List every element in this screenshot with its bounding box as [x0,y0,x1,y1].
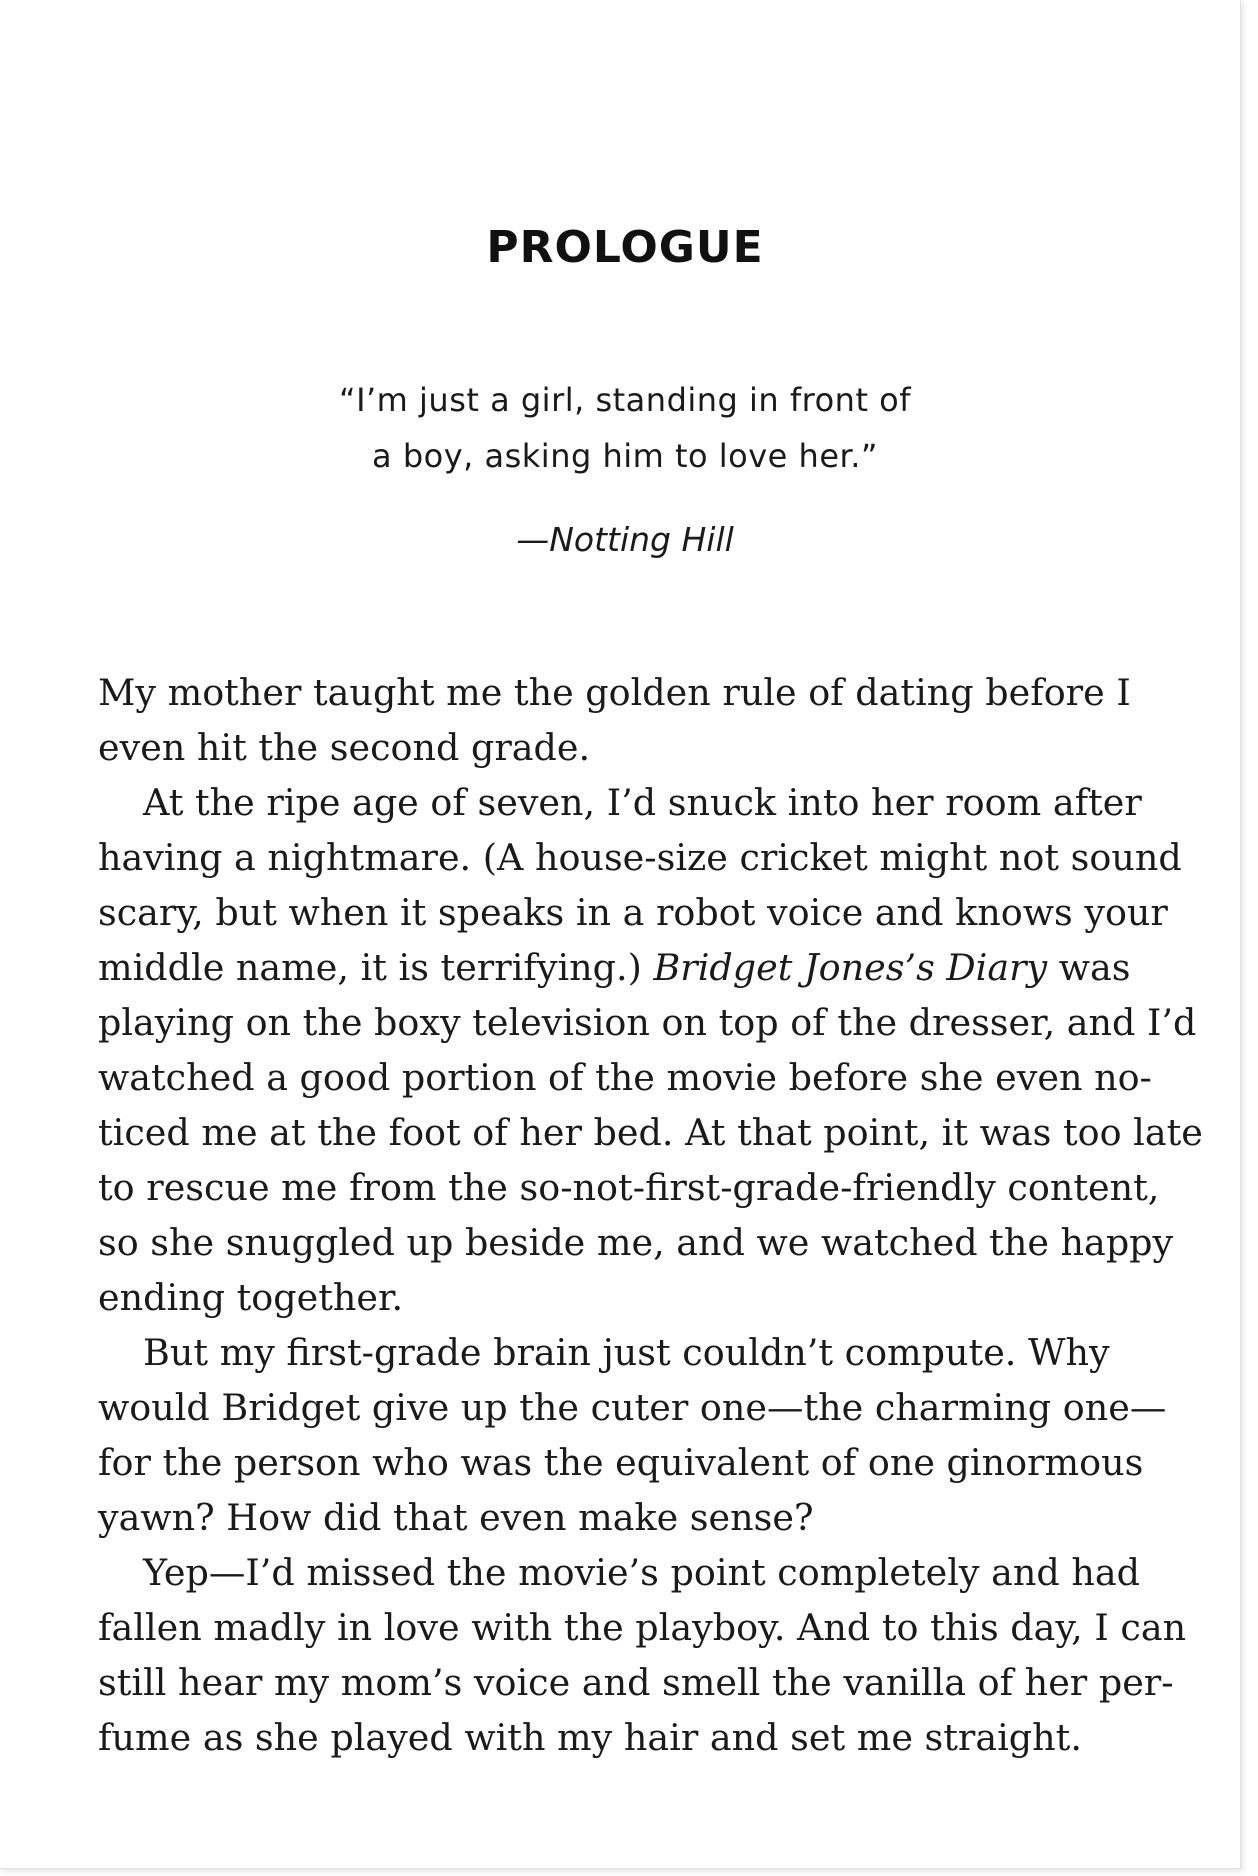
text-line: still hear my mom’s voice and smell the vanilla of her per- [98,1661,1174,1704]
text-line: ending together. [98,1276,404,1319]
text-line: playing on the boxy television on top of the dresser, and I’d [98,1001,1197,1044]
book-title-italic: Bridget Jones’s Diary [653,946,1048,989]
chapter-title: PROLOGUE [486,222,764,273]
text-line: for the person who was the equivalent of one ginormous [98,1441,1144,1484]
text-segment: middle name, it is terrifying.) [98,946,654,989]
text-line: having a nightmare. (A house-size cricket might not sound [98,836,1182,879]
text-line: to rescue me from the so-not-first-grade-friendly content, [98,1166,1160,1209]
text-line: even hit the second grade. [98,726,591,769]
text-line: At the ripe age of seven, I’d snuck into her room after [143,781,1142,824]
text-line: ticed me at the foot of her bed. At that point, it was too late [98,1111,1203,1154]
epigraph-quote [0,372,1250,484]
text-line: fume as she played with my hair and set me straight. [98,1716,1082,1759]
text-line: Yep—I’d missed the movie’s point completely and had [143,1551,1140,1594]
text-line: fallen madly in love with the playboy. And to this day, I can [98,1606,1187,1649]
text-line: scary, but when it speaks in a robot voice and knows your [98,891,1168,934]
epigraph-line: “I’m just a girl, standing in front of [338,381,912,419]
text-line [98,940,1178,995]
text-line: My mother taught me the golden rule of dating before I [98,671,1131,714]
text-line: But my first-grade brain just couldn’t compute. Why [143,1331,1110,1374]
text-line: watched a good portion of the movie before she even no- [98,1056,1152,1099]
text-line: yawn? How did that even make sense? [98,1496,814,1539]
body-text [98,665,1203,1765]
text-line: would Bridget give up the cuter one—the charming one— [98,1386,1167,1429]
epigraph-source: —Notting Hill [516,520,734,559]
epigraph-line: a boy, asking him to love her.” [372,437,878,475]
text-line: so she snuggled up beside me, and we watched the happy [98,1221,1174,1264]
text-segment: was [1047,946,1131,989]
